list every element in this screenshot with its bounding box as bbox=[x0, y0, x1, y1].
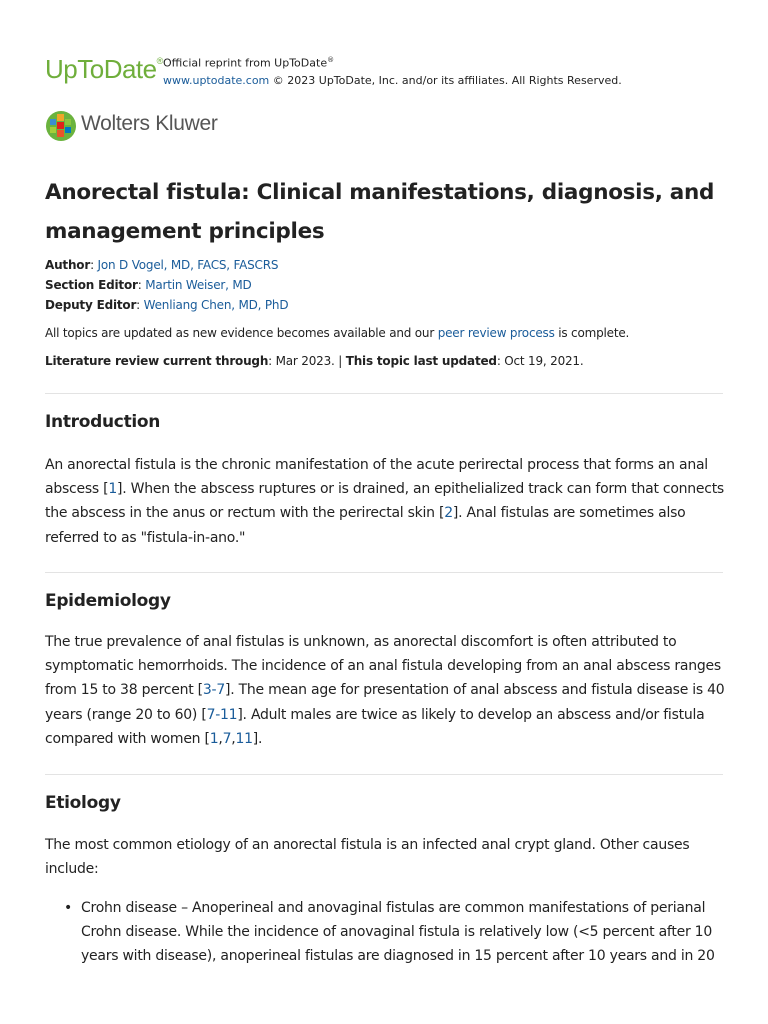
deputy-editor-line: Deputy Editor: Wenliang Chen, MD, PhD bbox=[45, 298, 289, 312]
reference-separator: , bbox=[218, 730, 223, 747]
epi-text-3: ]. Adult males are twice as likely to develop an abscess and/or fistula compared with women [ bbox=[45, 706, 705, 747]
divider bbox=[45, 572, 723, 573]
reprint-reg: ® bbox=[327, 56, 335, 64]
epi-text-2: ]. The mean age for presentation of anal abscess and fistula disease is 40 years (range 20 to 60) [ bbox=[45, 682, 725, 723]
heading-epidemiology: Epidemiology bbox=[45, 591, 171, 611]
intro-text-1: An anorectal fistula is the chronic manifestation of the acute perirectal process that forms an anal abscess [ bbox=[45, 457, 708, 498]
uptodate-logo-reg: ® bbox=[156, 56, 163, 66]
section-editor-link[interactable]: Martin Weiser, MD bbox=[145, 278, 252, 292]
intro-text-3: ]. Anal fistulas are sometimes also referred to as "fistula-in-ano." bbox=[45, 505, 686, 546]
section-editor-line: Section Editor: Martin Weiser, MD bbox=[45, 278, 252, 292]
author-line: Author: Jon D Vogel, MD, FACS, FASCRS bbox=[45, 258, 279, 272]
header bbox=[45, 52, 725, 92]
reference-link[interactable]: 1 bbox=[108, 481, 117, 498]
reference-link[interactable]: 2 bbox=[444, 505, 453, 522]
deputy-editor-label: Deputy Editor bbox=[45, 298, 137, 312]
reference-link[interactable]: 1 bbox=[209, 730, 219, 747]
author-link[interactable]: Jon D Vogel, MD, FACS, FASCRS bbox=[97, 258, 279, 272]
reference-link[interactable]: 11 bbox=[235, 730, 253, 747]
list-item bbox=[66, 896, 726, 969]
etiology-intro: The most common etiology of an anorectal fistula is an infected anal crypt gland. Other causes include: bbox=[45, 837, 690, 878]
lit-review-date: : Mar 2023. | bbox=[268, 354, 346, 368]
update-note-post: is complete. bbox=[554, 326, 630, 340]
bullet-marker: • bbox=[64, 900, 73, 916]
intro-text-2: ]. When the abscess ruptures or is drained, an epithelialized track can form that connects the abscess in the anus or rectum with the perirectal skin [ bbox=[45, 481, 724, 522]
reference-separator: , bbox=[231, 730, 236, 747]
heading-introduction: Introduction bbox=[45, 412, 161, 432]
update-note bbox=[45, 324, 629, 342]
wolters-kluwer-name: Wolters Kluwer bbox=[81, 112, 218, 135]
site-link[interactable]: www.uptodate.com bbox=[163, 73, 270, 87]
lit-review-label: Literature review current through bbox=[45, 354, 269, 368]
last-updated-date: : Oct 19, 2021. bbox=[496, 354, 584, 368]
last-updated-label: This topic last updated bbox=[345, 354, 497, 368]
copyright-text: © 2023 UpToDate, Inc. and/or its affiliates. All Rights Reserved. bbox=[269, 73, 622, 87]
uptodate-logo[interactable] bbox=[45, 54, 163, 85]
epidemiology-paragraph bbox=[45, 630, 735, 751]
epi-text-1: The true prevalence of anal fistulas is unknown, as anorectal discomfort is often attributed to symptomatic hemorrhoids. The incidence of an anal fistula developing from an anal abscess ranges from 15 to 38 percent [ bbox=[45, 634, 721, 699]
update-note-pre: All topics are updated as new evidence becomes available and our bbox=[45, 326, 438, 340]
deputy-editor-link[interactable]: Wenliang Chen, MD, PhD bbox=[143, 298, 289, 312]
wolters-kluwer-mark-icon bbox=[45, 110, 77, 142]
article-title: Anorectal fistula: Clinical manifestations, diagnosis, and management principles bbox=[45, 180, 715, 244]
reference-link[interactable]: 7 bbox=[222, 730, 232, 747]
reference-link[interactable]: 3-7 bbox=[202, 682, 225, 699]
heading-etiology: Etiology bbox=[45, 793, 121, 813]
divider bbox=[45, 774, 723, 775]
reprint-line: Official reprint from UpToDate bbox=[163, 56, 328, 70]
introduction-paragraph bbox=[45, 453, 735, 550]
reference-link[interactable]: 7-11 bbox=[206, 706, 238, 723]
bullet-text: Crohn disease – Anoperineal and anovaginal fistulas are common manifestations of perianal Crohn disease. While the incidence of anovaginal fistula is relatively low (<5 percent after 10 years with disease), anoperineal fistulas are diagnosed in 15 percent after 10 years and in 20 bbox=[81, 900, 715, 965]
review-dates bbox=[45, 352, 584, 370]
peer-review-link[interactable]: peer review process bbox=[437, 326, 555, 340]
divider bbox=[45, 393, 723, 394]
reprint-info bbox=[163, 52, 622, 89]
epi-text-4: ]. bbox=[252, 730, 263, 747]
section-editor-label: Section Editor bbox=[45, 278, 138, 292]
author-label: Author bbox=[45, 258, 91, 272]
uptodate-logo-text: UpToDate bbox=[45, 54, 157, 84]
